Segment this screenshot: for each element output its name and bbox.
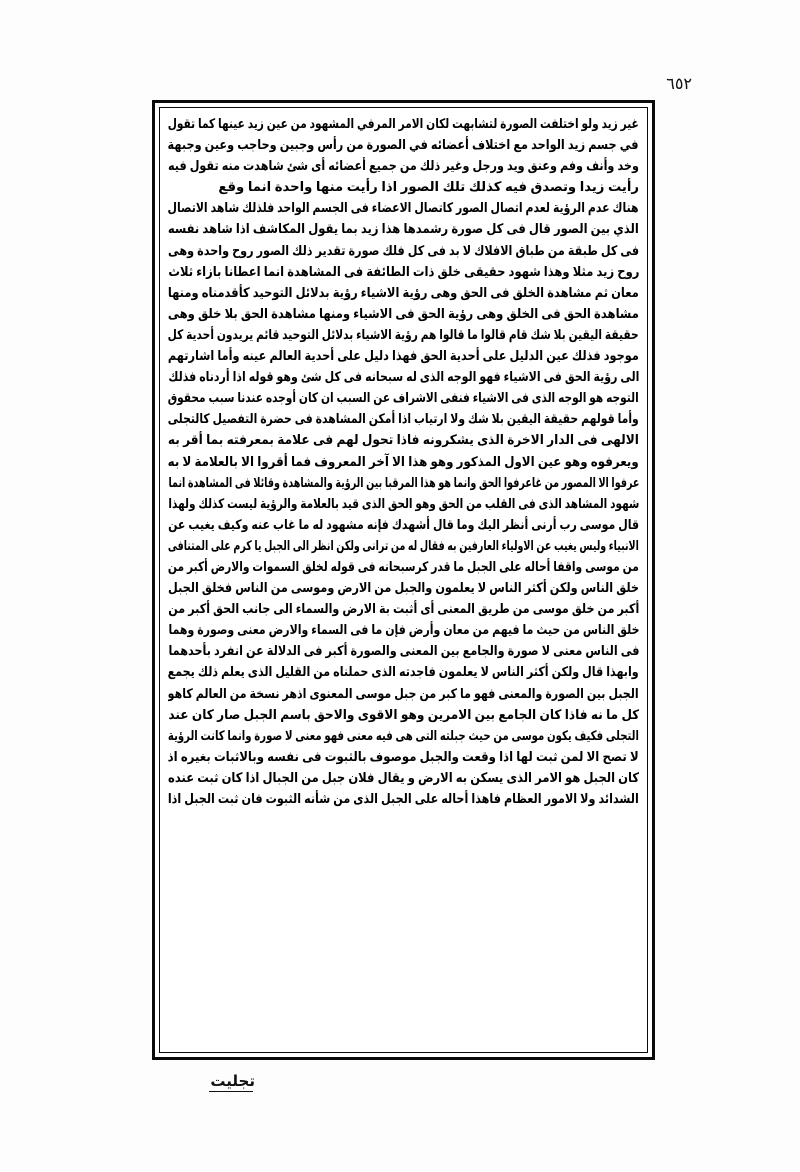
text-line-content: كل ما نه فاذا كان الجامع بين الامرين وهو الاقوى والاحق باسم الجبل صار كان عند	[168, 707, 639, 723]
text-line	[168, 367, 639, 388]
catchword-underline	[209, 1091, 253, 1092]
text-line-content: فى كل طبقة من طباق الافلاك لا بد فى كل فلك صورة تقدير ذلك الصور روح واحدة وهى	[168, 243, 639, 259]
text-line	[168, 304, 639, 325]
text-line-content: قال موسى رب أرنى أنظر اليك وما قال أشهدك فإنه مشهود له ما غاب عنه وكيف يغيب عن	[168, 517, 639, 533]
text-line	[168, 789, 639, 810]
text-line-content: التوجه هو الوجه الذى فى الاشياء فنفى الاشراف عن السبب ان كان أوجده عندنا سبب محقوق	[168, 391, 639, 407]
text-line	[168, 578, 639, 599]
text-line-content: التجلى فكيف يكون موسى من حيث جبلته التى هى فيه معنى فهو معنى لا صورة وانما كانت الرؤية	[168, 728, 639, 744]
text-line-content: في جسم زيد الواحد مع اختلاف أعضائه في الصورة من رأس وجبين وحاجب وعين وجبهة	[168, 138, 639, 154]
text-line	[168, 515, 639, 536]
page-number: ٦٥٢	[666, 74, 692, 93]
text-line-content: موجود فذلك عين الدليل على أحدية الحق فهذا دليل على أحدية العالم عينه وأما اشارتهم	[168, 349, 639, 365]
text-line-content: الشدائد ولا الامور العظام فاهذا أحاله على الجبل الذى من شأنه الثبوت فان ثبت الجبل اذا	[168, 792, 639, 807]
text-line	[168, 726, 639, 747]
text-line	[168, 346, 639, 367]
text-line	[168, 219, 639, 240]
text-line	[168, 452, 639, 473]
text-line-content: الى رؤية الحق فى الاشياء فهو الوجه الذى له سبحانه فى كل شئ وهو قوله اذا أردناه فذلك	[168, 370, 639, 386]
text-line-content: ويعرفوه وهو عين الاول المذكور وهو هذا الا آخر المعروف فما أقروا الا بالعلامة لا به	[168, 454, 639, 470]
text-line	[168, 198, 639, 219]
text-line	[168, 705, 639, 726]
text-line-content: روح زيد مثلا وهذا شهود حقيقى خلق ذات الطائفة فى المشاهدة انما اعطانا بازاء ثلاث	[168, 264, 639, 280]
text-line-content: غير زيد ولو اختلفت الصورة لتشابهت لكان الامر المرفي المشهود من عين زيد عينها كما تقول	[168, 117, 639, 132]
text-line	[168, 430, 639, 451]
catchword-text: تجليت	[210, 1072, 255, 1090]
text-line	[168, 641, 639, 662]
page-frame-inner	[159, 107, 648, 1053]
text-line-content: وخد وأنف وفم وعنق ويد ورجل وغير ذلك من جميع أعضائه أى شئ شاهدت منه تقول فيه	[168, 159, 639, 175]
text-line	[168, 114, 639, 135]
text-line-content: حقيقة اليقين بلا شك قام قالوا ما قالوا هم رؤية الاشياء بدلائل التوحيد قائم يريدون أحدية كل	[168, 327, 639, 343]
text-line	[168, 768, 639, 789]
text-line	[168, 388, 639, 409]
text-line	[168, 241, 639, 262]
text-line	[168, 599, 639, 620]
text-line-content: لا تصح الا لمن ثبت لها اذا وقعت والجبل موصوف بالثبوت فى نفسه وبالاثبات بغيره اذ	[168, 749, 639, 765]
text-line-content: خلق الناس من حيث ما فيهم من معان وأرض فإن ما فى السماء والارض معنى وصورة وهما	[168, 623, 639, 639]
text-line-content: مشاهدة الحق فى الخلق وهى رؤية الحق فى الاشياء ومنها مشاهدة الحق بلا خلق وهى	[168, 306, 639, 322]
text-line-content: خلق الناس ولكن أكثر الناس لا يعلمون والجبل من الارض وموسى من الناس فخلق الجبل	[168, 581, 639, 597]
text-line	[168, 684, 639, 705]
text-line	[168, 536, 639, 557]
text-line-content: وأما قولهم حقيقة اليقين بلا شك ولا ارتياب اذا أمكن المشاهدة فى حضرة التفصيل كالتجلى	[168, 412, 639, 428]
text-line-content: الذي بين الصور قال فى كل صورة رشمدها هذا زيد بما يقول المكاشف اذا شاهد نفسه	[168, 222, 639, 238]
text-line	[168, 283, 639, 304]
text-line-content: كان الجبل هو الامر الذى يسكن به الارض و يقال فلان جبل من الجبال اذا كان ثبت عنده	[168, 770, 639, 786]
text-line	[168, 177, 639, 198]
text-line	[168, 325, 639, 346]
text-line	[168, 557, 639, 578]
text-line	[168, 620, 639, 641]
catchword	[209, 1072, 255, 1092]
text-line-content: معان ثم مشاهدة الخلق فى الحق وهى رؤية الاشياء رؤية بدلائل التوحيد كأقدمناه ومنها	[168, 285, 639, 301]
text-line	[168, 473, 639, 494]
text-line	[168, 156, 639, 177]
text-line-content: أكبر من خلق موسى من طريق المعنى أى أثبت بة الارض والسماء الى جانب الحق أكبر من	[168, 602, 639, 618]
text-line-content: وابهذا قال ولكن أكثر الناس لا يعلمون فاجدته الذى حملناه من القليل الذى يعلم ذلك يجمع	[168, 665, 639, 681]
text-line	[168, 409, 639, 430]
text-line-content: الانبياء وليس يغيب عن الاولياء العارفين به فقال له من ترانى ولكن انظر الى الجبل يا كرم على المتنافى	[168, 538, 639, 554]
text-line	[168, 494, 639, 515]
text-line	[168, 662, 639, 683]
page-frame-outer	[152, 100, 655, 1060]
text-line-content: هناك عدم الرؤية لعدم اتصال الصور كاتصال الاعضاء فى الجسم الواحد فلذلك شاهد الاتصال	[168, 201, 639, 217]
text-line-content: الجبل بين الصورة والمعنى فهو ما كبر من جبل موسى المعنوى اذهر نسخة من العالم كاهو	[168, 686, 639, 702]
arabic-body-text	[168, 114, 639, 1048]
text-line-content: شهود المشاهد الذى فى القلب من الحق وهو الحق الذى قيد بالعلامة والرؤية ليست كذلك ولهذا	[168, 496, 639, 512]
text-line-content: الالهى فى الدار الاخرة الذى يشكرونه فاذا تحول لهم فى علامة بمعرفته بما أقر به	[168, 433, 639, 449]
text-line	[168, 135, 639, 156]
text-line-content: من موسى واقفا أحاله على الجبل ما قدر كرسبحانه فى قوله لخلق السموات والارض أكبر من	[168, 559, 639, 575]
text-line	[168, 747, 639, 768]
text-line-content: رأيت زيدا وتصدق فيه كذلك تلك الصور اذا رأيت منها واحدة انما وقع	[218, 180, 639, 196]
text-line-content: فى الناس معنى لا صورة والجامع بين المعنى والصورة أكبر فى الدلالة عن انفرد بأحدهما	[168, 644, 639, 660]
text-line-content: عرفوا الا المصور من غاعرفوا الحق وانما هو هذا المرقبا بين الرؤية والمشاهدة وقائلا فى المشاهدة انما	[168, 475, 639, 491]
text-line	[168, 262, 639, 283]
